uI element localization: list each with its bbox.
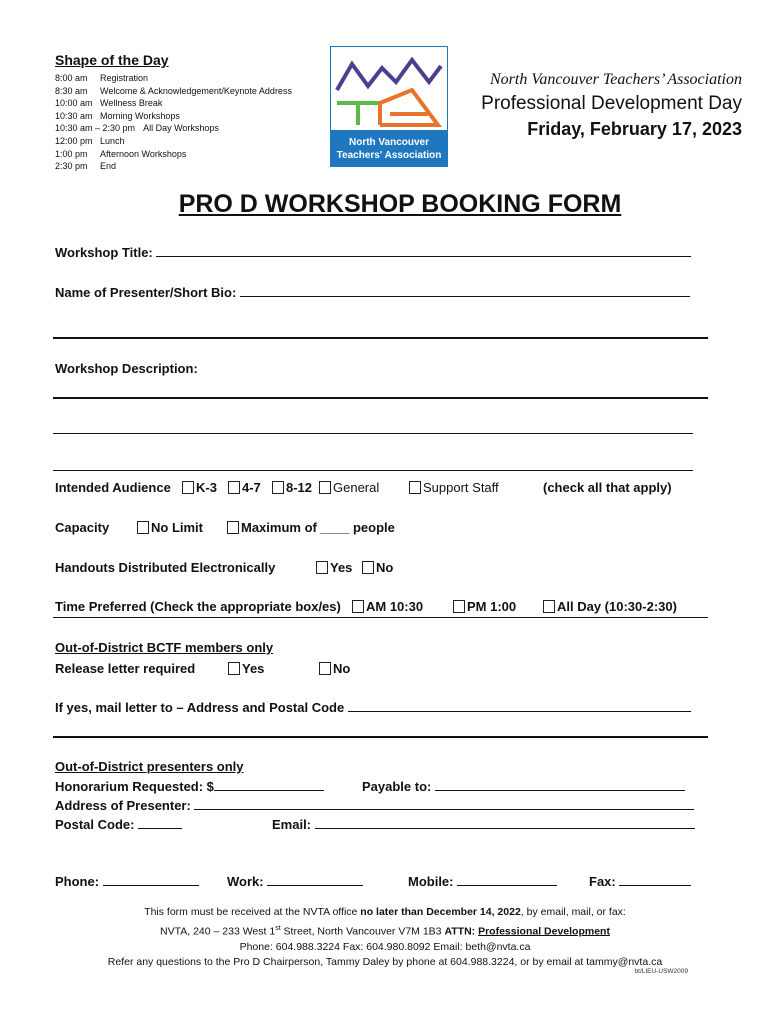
schedule-title: Shape of the Day (55, 52, 169, 68)
time-allday[interactable] (543, 599, 677, 614)
nvta-logo (330, 46, 448, 167)
time-label: Time Preferred (Check the appropriate box/es) (55, 599, 341, 614)
checkbox[interactable] (409, 481, 421, 494)
schedule-row (55, 122, 292, 135)
address-label: Address of Presenter: (55, 798, 191, 813)
footer-sup: st (275, 924, 281, 932)
checkbox[interactable] (352, 600, 364, 613)
checkbox[interactable] (272, 481, 284, 494)
payable-label: Payable to: (362, 779, 432, 794)
schedule-time: 1:00 pm (55, 148, 88, 159)
workshop-title-label: Workshop Title: (55, 245, 153, 260)
checkbox[interactable] (227, 521, 239, 534)
workshop-title-field[interactable] (55, 244, 691, 260)
presenter-line[interactable] (53, 337, 708, 339)
option-label: 8-12 (286, 480, 313, 495)
mail-label: If yes, mail letter to – Address and Postal Code (55, 700, 345, 715)
address-blank[interactable] (194, 797, 694, 810)
checkbox[interactable] (453, 600, 465, 613)
work-phone-blank[interactable] (267, 873, 363, 886)
mobile-field[interactable] (408, 873, 557, 889)
org-name: North Vancouver Teachers’ Association (490, 71, 742, 88)
schedule-row (55, 110, 292, 123)
schedule-event: Lunch (100, 135, 125, 146)
checkbox[interactable] (228, 662, 240, 675)
schedule-event: Afternoon Workshops (100, 148, 187, 159)
postal-field[interactable] (55, 816, 182, 832)
work-phone-label: Work: (227, 874, 264, 889)
schedule-time: 2:30 pm (55, 161, 88, 172)
footer-attn-dept: Professional Development (478, 925, 610, 938)
work-phone-field[interactable] (227, 873, 363, 889)
option-label: General (333, 480, 380, 495)
schedule-row (55, 85, 292, 98)
option-label: 4-7 (242, 480, 261, 495)
footer-attn: ATTN: (444, 925, 479, 938)
mail-blank[interactable] (348, 699, 691, 712)
checkbox[interactable] (543, 600, 555, 613)
honorarium-label: Honorarium Requested: $ (55, 779, 214, 794)
bctf-yes[interactable] (228, 661, 264, 676)
schedule-event: Welcome & Acknowledgement/Keynote Address (100, 85, 292, 96)
mobile-label: Mobile: (408, 874, 454, 889)
mail-line[interactable] (53, 736, 708, 738)
payable-field[interactable] (362, 778, 685, 794)
audience-4-7[interactable] (228, 480, 261, 495)
schedule-event: Wellness Break (100, 98, 163, 109)
mail-field[interactable] (55, 699, 691, 715)
footer-line-2 (0, 921, 770, 940)
footer-text: Street, North Vancouver V7M 1B3 (280, 925, 445, 938)
time-pm[interactable] (453, 599, 516, 614)
bctf-no[interactable] (319, 661, 350, 676)
description-line[interactable] (53, 433, 693, 434)
fax-field[interactable] (589, 873, 691, 889)
email-label: Email: (272, 817, 312, 832)
logo-text-line2: Teachers' Association (336, 150, 442, 161)
presenters-heading: Out-of-District presenters only (55, 759, 244, 774)
option-label: K-3 (196, 480, 217, 495)
presenter-label: Name of Presenter/Short Bio: (55, 285, 237, 300)
email-blank[interactable] (315, 816, 695, 829)
handouts-label: Handouts Distributed Electronically (55, 560, 276, 575)
footer-deadline: no later than December 14, 2022 (360, 906, 521, 918)
option-label: No Limit (151, 520, 203, 535)
footer-line-3: Phone: 604.988.3224 Fax: 604.980.8092 Email: beth@nvta.ca (239, 940, 531, 953)
schedule-row (55, 135, 292, 148)
audience-note: (check all that apply) (543, 480, 672, 495)
checkbox[interactable] (362, 561, 374, 574)
bctf-heading: Out-of-District BCTF members only (55, 640, 274, 655)
email-field[interactable] (272, 816, 695, 832)
footer-line-4: Refer any questions to the Pro D Chairperson, Tammy Daley by phone at 604.988.3224, or by email at tammy@nvta.ca (107, 956, 663, 969)
checkbox[interactable] (137, 521, 149, 534)
schedule-time: 10:00 am (55, 98, 93, 109)
description-label: Workshop Description: (55, 361, 198, 376)
honorarium-blank[interactable] (214, 778, 324, 791)
description-line[interactable] (53, 470, 693, 471)
audience-general[interactable] (319, 480, 379, 495)
checkbox[interactable] (182, 481, 194, 494)
option-label: Support Staff (423, 480, 499, 495)
schedule-row (55, 97, 292, 110)
footer-text: NVTA, 240 – 233 West 1 (160, 925, 276, 938)
option-label: Yes (330, 560, 353, 575)
audience-8-12[interactable] (272, 480, 312, 495)
audience-label: Intended Audience (55, 480, 171, 495)
postal-label: Postal Code: (55, 817, 135, 832)
footer-text: This form must be received at the NVTA office (144, 906, 361, 918)
footer (0, 905, 770, 971)
option-label: Maximum of ____ people (241, 520, 395, 535)
footer-text: , by email, mail, or fax: (520, 906, 626, 918)
option-label: Yes (242, 661, 265, 676)
schedule-time: 8:30 am (55, 85, 88, 96)
schedule-event: End (100, 161, 117, 172)
schedule-row (55, 72, 292, 85)
schedule-time: 12:00 pm (55, 135, 93, 146)
presenter-blank[interactable] (240, 284, 690, 297)
schedule-row (55, 148, 292, 161)
option-label: All Day (10:30-2:30) (557, 599, 677, 614)
postal-blank[interactable] (138, 816, 182, 829)
checkbox[interactable] (319, 481, 331, 494)
capacity-label: Capacity (55, 520, 110, 535)
checkbox[interactable] (319, 662, 331, 675)
honorarium-field[interactable] (55, 778, 324, 794)
checkbox[interactable] (228, 481, 240, 494)
checkbox[interactable] (316, 561, 328, 574)
bctf-release-label: Release letter required (55, 661, 196, 676)
option-label: PM 1:00 (467, 599, 517, 614)
footer-line-1 (0, 905, 770, 921)
schedule-time: 8:00 am (55, 73, 88, 83)
schedule-list (55, 72, 292, 173)
address-field[interactable] (55, 797, 694, 813)
nvta-logo-graphic (330, 46, 448, 167)
audience-support-staff[interactable] (409, 480, 499, 495)
payable-blank[interactable] (435, 778, 685, 791)
option-label: No (376, 560, 394, 575)
event-name: Professional Development Day (481, 93, 742, 114)
schedule-time: 10:30 am (55, 110, 93, 121)
fax-blank[interactable] (619, 873, 691, 886)
mobile-blank[interactable] (457, 873, 557, 886)
phone-label: Phone: (55, 874, 100, 889)
logo-text-line1: North Vancouver (348, 137, 430, 148)
option-label: AM 10:30 (366, 599, 424, 614)
form-title: PRO D WORKSHOP BOOKING FORM (178, 190, 622, 218)
schedule-event: Morning Workshops (100, 110, 180, 121)
fax-label: Fax: (589, 874, 616, 889)
schedule-event: All Day Workshops (143, 123, 219, 134)
description-line[interactable] (53, 397, 708, 399)
capacity-maximum[interactable] (227, 520, 395, 535)
event-date: Friday, February 17, 2023 (527, 119, 742, 139)
option-label: No (333, 661, 351, 676)
handouts-no[interactable] (362, 560, 393, 575)
schedule-time: 10:30 am – 2:30 pm (55, 123, 136, 134)
time-underline (53, 617, 708, 618)
form-code: bt/LIEU-USW2009 (634, 968, 688, 975)
audience-k3[interactable] (182, 480, 217, 495)
presenter-field[interactable] (55, 284, 690, 300)
phone-blank[interactable] (103, 873, 199, 886)
time-am[interactable] (352, 599, 423, 614)
handouts-yes[interactable] (316, 560, 352, 575)
phone-field[interactable] (55, 873, 199, 889)
workshop-title-blank[interactable] (156, 244, 691, 257)
schedule-event: Registration (100, 73, 149, 83)
schedule-row (55, 160, 292, 173)
capacity-no-limit[interactable] (137, 520, 203, 535)
